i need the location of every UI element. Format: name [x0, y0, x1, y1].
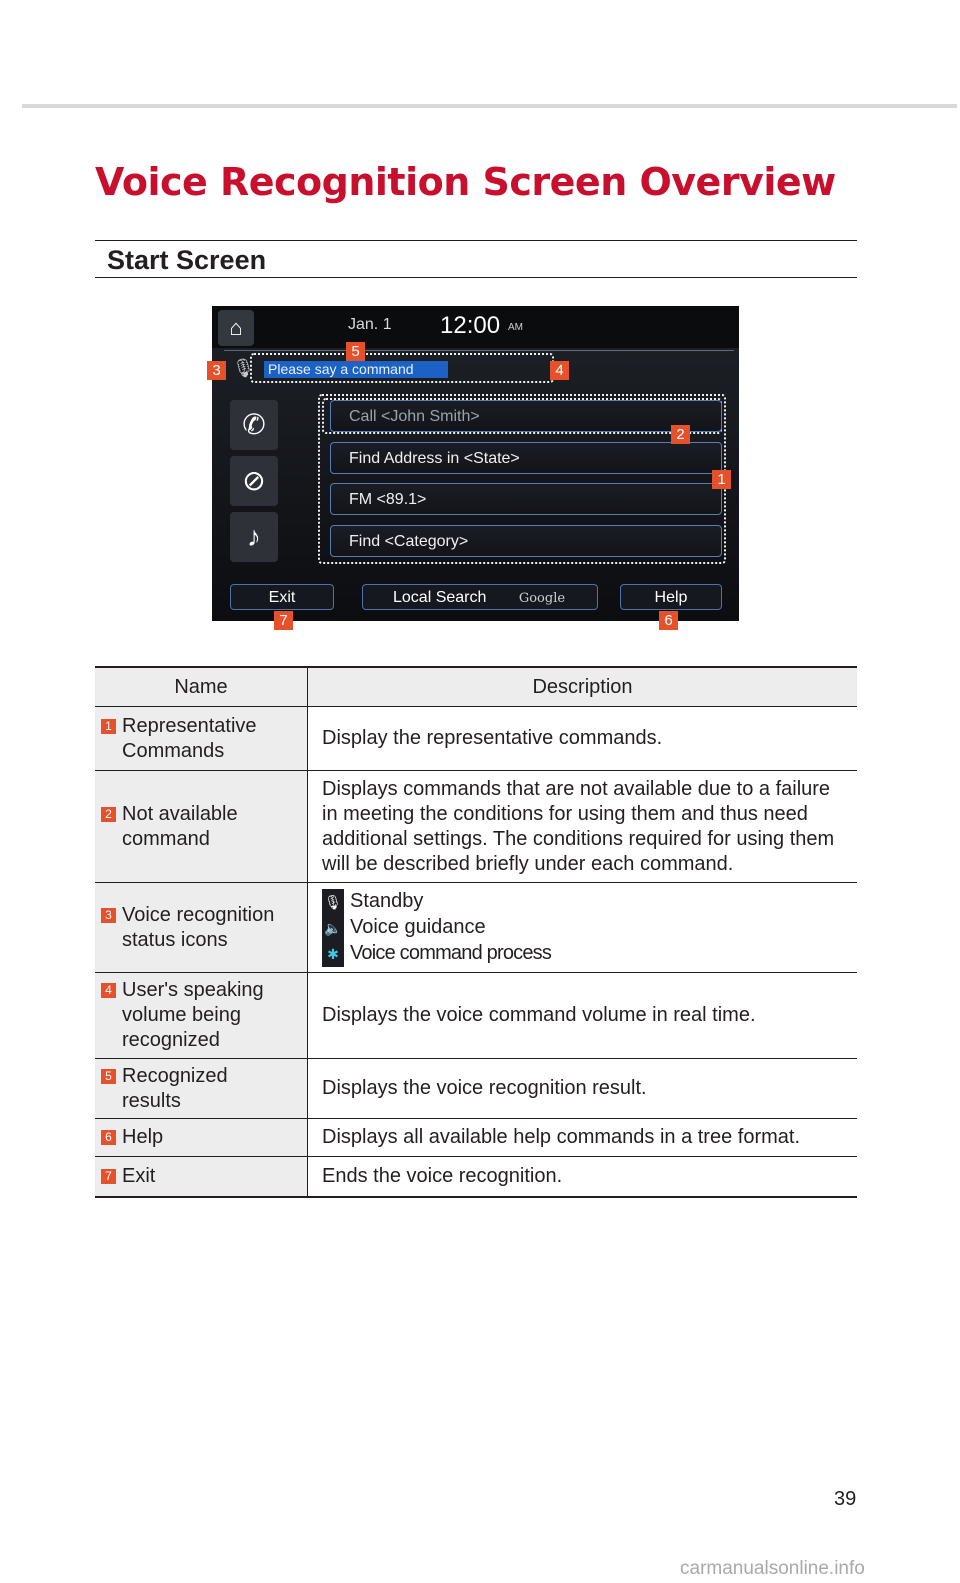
table-row — [95, 883, 857, 973]
status-standby — [322, 889, 847, 915]
callout-3: 3 — [207, 361, 226, 380]
row-name-cell — [95, 707, 308, 771]
microphone-icon: 🎙 — [322, 889, 344, 915]
name-column-header: Name — [95, 667, 308, 707]
row-name: Help — [122, 1126, 164, 1148]
row-number-badge: 1 — [101, 719, 116, 734]
row-number-badge: 7 — [101, 1169, 116, 1184]
status-processing — [322, 941, 847, 967]
row-name-cell — [95, 883, 308, 973]
row-number-badge: 3 — [101, 908, 116, 923]
callout-5: 5 — [346, 342, 365, 361]
row-name: User's speaking volume being recognized — [122, 979, 264, 1051]
row-number-badge: 5 — [101, 1069, 116, 1084]
help-button[interactable]: Help — [620, 584, 722, 610]
description-table — [95, 666, 857, 1198]
microphone-icon: 🎙 — [232, 358, 255, 378]
row-name: Representative Commands — [122, 714, 257, 762]
table-row — [95, 771, 857, 883]
section-title: Start Screen — [107, 245, 267, 275]
table-row — [95, 973, 857, 1059]
command-item[interactable]: Find Address in <State> — [330, 442, 722, 474]
table-row — [95, 707, 857, 771]
exit-button[interactable]: Exit — [230, 584, 334, 610]
row-number-badge: 2 — [101, 807, 116, 822]
row-name-cell — [95, 771, 308, 883]
command-item[interactable]: Find <Category> — [330, 525, 722, 557]
local-search-button[interactable] — [362, 584, 598, 610]
status-voice-guidance — [322, 915, 847, 941]
row-description: Displays all available help commands in a tree format. — [308, 1119, 858, 1157]
callout-4: 4 — [550, 361, 569, 380]
command-item[interactable]: Call <John Smith> — [330, 400, 722, 432]
watermark: carmanualsonline.info — [680, 1558, 865, 1579]
status-label: Voice command process — [350, 942, 552, 964]
local-search-label: Local Search — [393, 589, 487, 606]
row-number-badge: 6 — [101, 1130, 116, 1145]
row-name: Not available command — [122, 802, 238, 850]
section-header — [95, 240, 857, 278]
table-row — [95, 1059, 857, 1119]
row-description: Display the representative commands. — [308, 707, 858, 771]
recognized-prompt: Please say a command — [264, 361, 448, 378]
compass-icon[interactable]: ⊘ — [230, 456, 278, 506]
music-note-icon[interactable]: ♪ — [230, 512, 278, 562]
spinner-icon: ✱ — [322, 941, 344, 967]
google-logo: Google — [518, 591, 566, 606]
table-row — [95, 1119, 857, 1157]
screen-time: 12:00 — [440, 312, 501, 339]
screen-divider — [224, 350, 734, 351]
row-description: Ends the voice recognition. — [308, 1157, 858, 1197]
status-label: Voice guidance — [350, 916, 486, 938]
row-name-cell — [95, 973, 308, 1059]
home-icon[interactable]: ⌂ — [218, 310, 254, 346]
page-number: 39 — [834, 1488, 857, 1510]
table-header-row — [95, 667, 857, 707]
table-row — [95, 1157, 857, 1197]
description-column-header: Description — [308, 667, 858, 707]
voice-recognition-screenshot — [212, 306, 739, 621]
speaker-icon: 🔈 — [322, 915, 344, 941]
row-name: Exit — [122, 1164, 156, 1187]
callout-7: 7 — [274, 611, 293, 630]
page-title: Voice Recognition Screen Overview — [95, 160, 836, 204]
status-label: Standby — [350, 890, 424, 912]
row-description: Displays the voice recognition result. — [308, 1059, 858, 1119]
screen-date: Jan. 1 — [348, 316, 392, 333]
status-icon-list — [308, 883, 858, 973]
row-name: Recognized results — [122, 1064, 228, 1112]
screen-ampm: AM — [508, 322, 523, 333]
phone-icon[interactable]: ✆ — [230, 400, 278, 450]
row-name-cell — [95, 1119, 308, 1157]
row-name-cell — [95, 1157, 308, 1197]
callout-6: 6 — [659, 611, 678, 630]
callout-1: 1 — [712, 470, 731, 489]
callout-2: 2 — [671, 425, 690, 444]
row-description: Displays commands that are not available due to a failure in meeting the conditions for using them and thus need additional settings. The conditions required for using them will be described briefly under each command. — [308, 771, 858, 883]
row-description: Displays the voice command volume in real time. — [308, 973, 858, 1059]
row-name: Voice recognition status icons — [122, 903, 275, 951]
command-item[interactable]: FM <89.1> — [330, 483, 722, 515]
top-rule — [22, 104, 957, 108]
row-name-cell — [95, 1059, 308, 1119]
row-number-badge: 4 — [101, 983, 116, 998]
